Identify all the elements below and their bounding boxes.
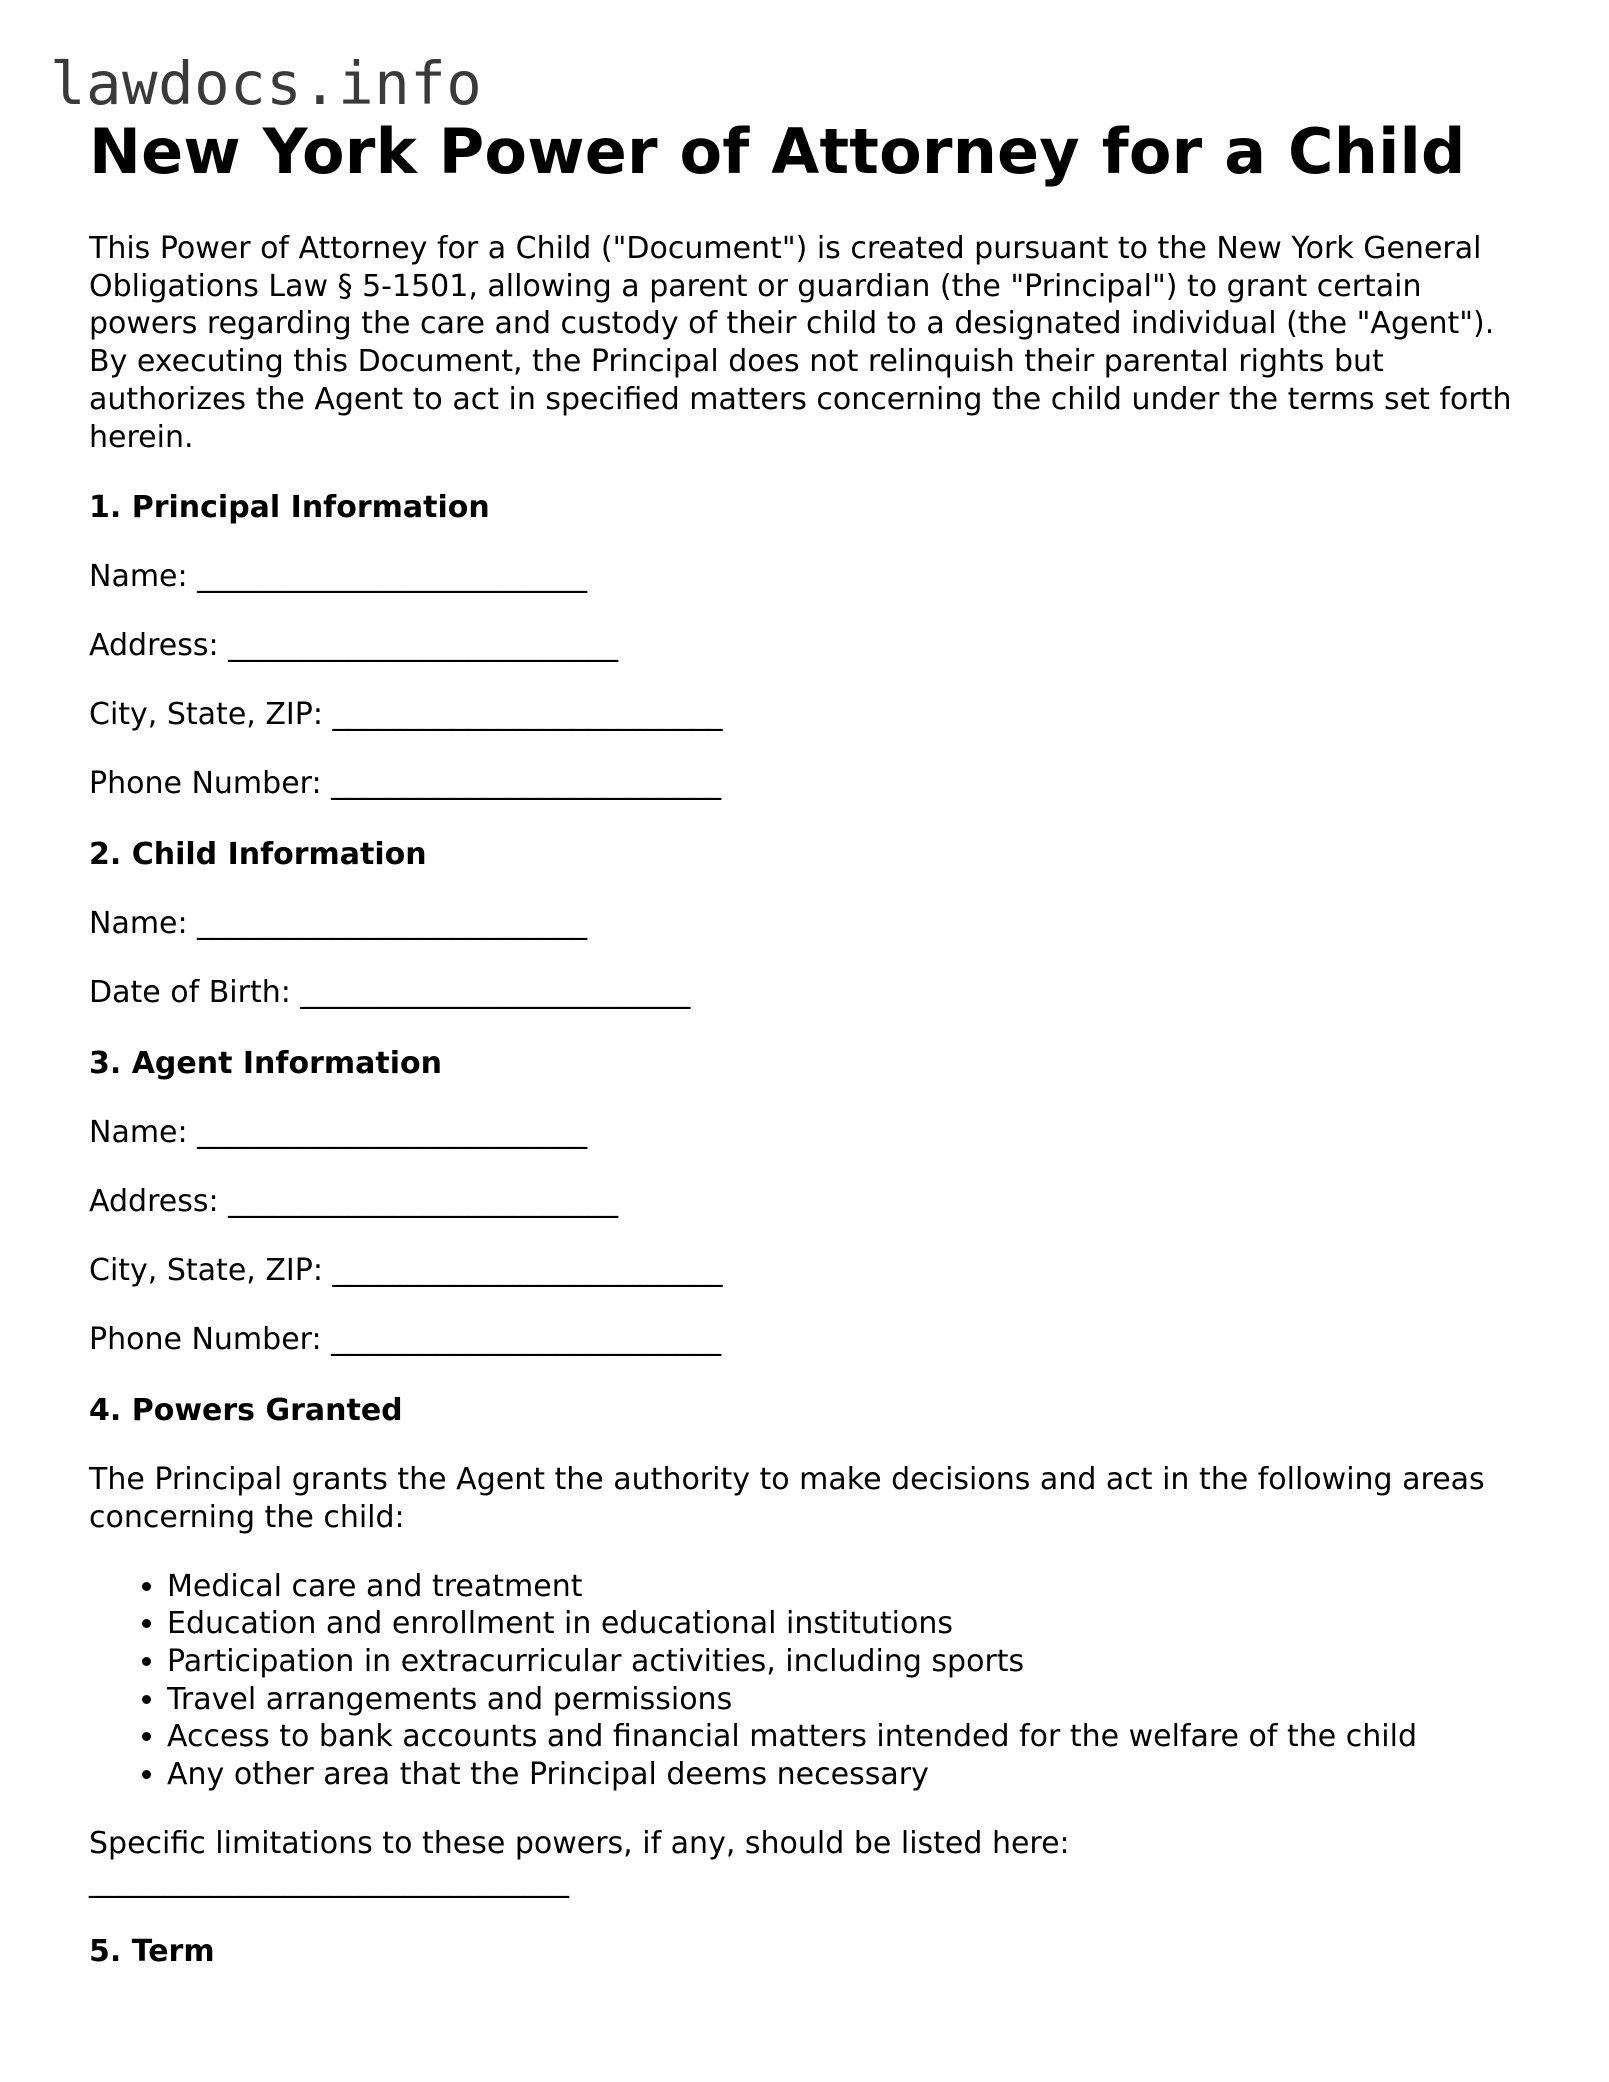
powers-intro: The Principal grants the Agent the authority to make decisions and act in the following areas concerning the child: [89, 1462, 1485, 1535]
watermark: lawdocs.info [50, 49, 483, 118]
child-name-field: Name: __________________________ [89, 906, 588, 942]
intro-paragraph: This Power of Attorney for a Child ("Document") is created pursuant to the New York General Obligations Law § 5-1501, allowing a parent or guardian (the "Principal") to grant certain powers regarding the care and custody of their child to a designated individual (the "Agent"). By executing this Document, the Principal does not relinquish their parental rights but authorizes the Agent to act in specified matters concerning the child under the terms set forth herein. [89, 231, 1512, 455]
list-item: • Medical care and treatment [167, 1568, 1529, 1606]
principal-phone-field: Phone Number: __________________________ [89, 766, 722, 802]
agent-city-field: City, State, ZIP: __________________________ [89, 1253, 723, 1289]
agent-address-field: Address: __________________________ [89, 1184, 619, 1220]
section-term-heading: 5. Term [89, 1934, 215, 1970]
section-principal-heading: 1. Principal Information [89, 490, 490, 526]
principal-city-field: City, State, ZIP: __________________________ [89, 697, 723, 733]
principal-address-field: Address: __________________________ [89, 628, 619, 664]
powers-limitations: Specific limitations to these powers, if any, should be listed here: ________________________________ [89, 1825, 1070, 1899]
list-item: • Access to bank accounts and financial matters intended for the welfare of the child [167, 1718, 1529, 1756]
principal-name-field: Name: __________________________ [89, 559, 588, 595]
list-item: • Education and enrollment in educational institutions [167, 1605, 1529, 1643]
list-item: • Travel arrangements and permissions [167, 1681, 1529, 1719]
section-powers-heading: 4. Powers Granted [89, 1393, 403, 1429]
list-item: • Participation in extracurricular activities, including sports [167, 1643, 1529, 1681]
section-child-heading: 2. Child Information [89, 837, 427, 873]
section-agent-heading: 3. Agent Information [89, 1046, 442, 1082]
agent-phone-field: Phone Number: __________________________ [89, 1322, 722, 1358]
document-page [89, 112, 1529, 1971]
powers-list [89, 1568, 1529, 1794]
child-dob-field: Date of Birth: __________________________ [89, 975, 691, 1011]
document-title: New York Power of Attorney for a Child [89, 115, 1466, 188]
agent-name-field: Name: __________________________ [89, 1115, 588, 1151]
list-item: • Any other area that the Principal deems necessary [167, 1756, 1529, 1794]
